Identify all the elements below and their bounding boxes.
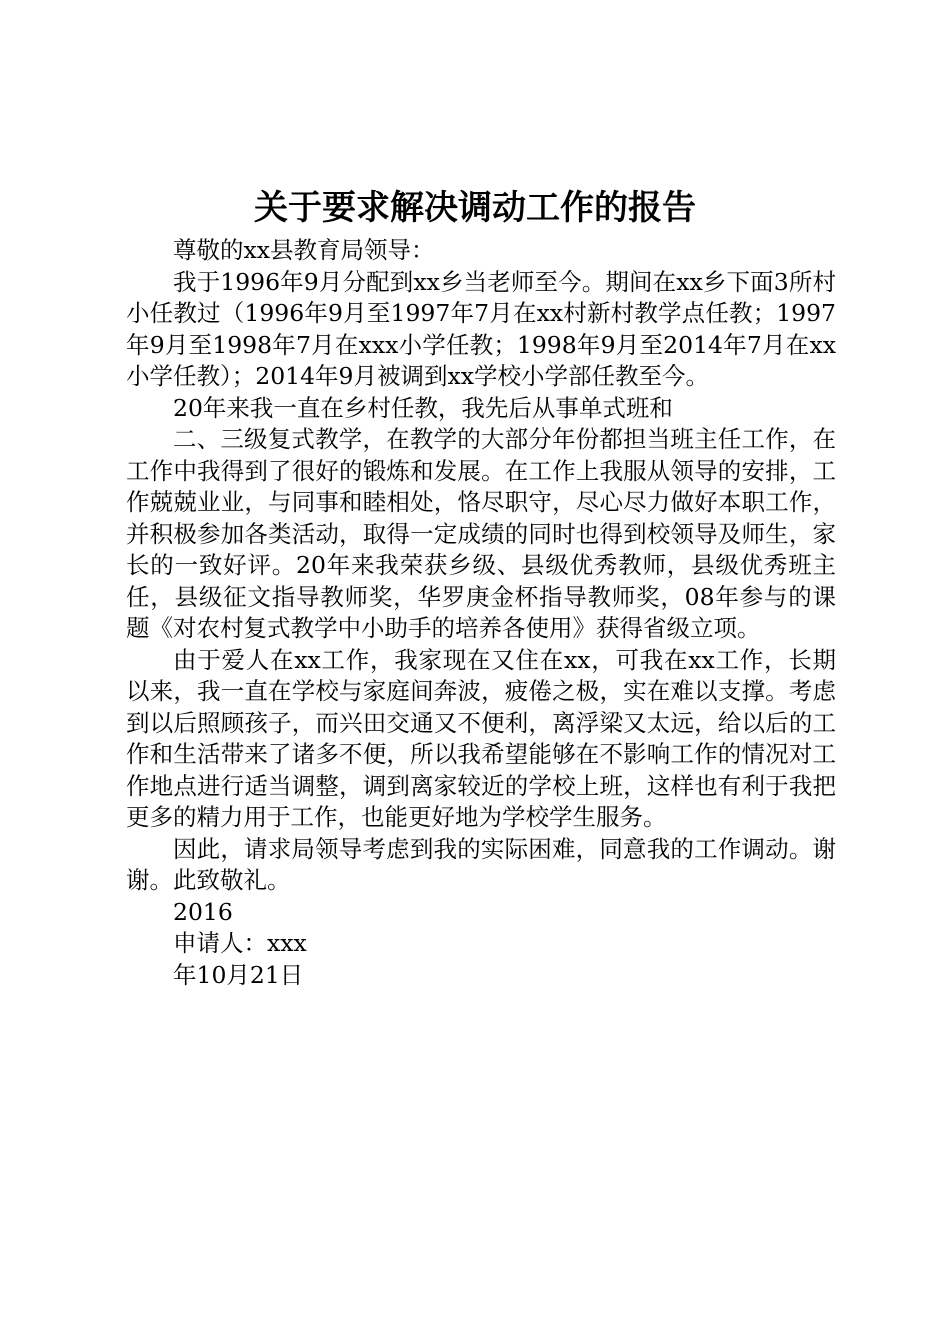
date-month-day: 年10月21日: [173, 960, 304, 989]
document-body: [126, 235, 836, 991]
paragraph-reason: 由于爱人在xx工作，我家现在又住在xx，可我在xx工作，长期以来，我一直在学校与家庭间奔波，疲倦之极，实在难以支撑。考虑到以后照顾孩子，而兴田交通又不便利，离浮梁又太远，给以后的工作和生活带来了诸多不便，所以我希望能够在不影响工作的情况对工作地点进行适当调整，调到离家较近的学校上班，这样也有利于我把更多的精力用于工作，也能更好地为学校学生服务。: [126, 645, 836, 831]
applicant-signature: 申请人：xxx: [173, 929, 307, 957]
paragraph-achievements: 二、三级复式教学，在教学的大部分年份都担当班主任工作，在工作中我得到了很好的锻炼和发展。在工作上我服从领导的安排，工作兢兢业业，与同事和睦相处，恪尽职守，尽心尽力做好本职工作，并积极参加各类活动，取得一定成绩的同时也得到校领导及师生，家长的一致好评。20年来我荣获乡级、县级优秀教师，县级优秀班主任，县级征文指导教师奖，华罗庚金杯指导教师奖，08年参与的课题《对农村复式教学中小助手的培养各使用》获得省级立项。: [126, 425, 836, 642]
document-title: 关于要求解决调动工作的报告: [254, 188, 696, 228]
paragraph-request: 因此，请求局领导考虑到我的实际困难，同意我的工作调动。谢谢。此致敬礼。: [126, 834, 836, 894]
salutation: 尊敬的xx县教育局领导：: [173, 236, 435, 264]
paragraph-experience-intro: 20年来我一直在乡村任教，我先后从事单式班和: [173, 393, 673, 422]
date-year: 2016: [173, 897, 233, 926]
paragraph-background: 我于1996年9月分配到xx乡当老师至今。期间在xx乡下面3所村小任教过（1996年9月至1997年7月在xx村新村教学点任教；1997年9月至1998年7月在xxx小学任教；1998年9月至2014年7月在xx小学任教）；2014年9月被调到xx学校小学部任教至今。: [126, 267, 836, 390]
